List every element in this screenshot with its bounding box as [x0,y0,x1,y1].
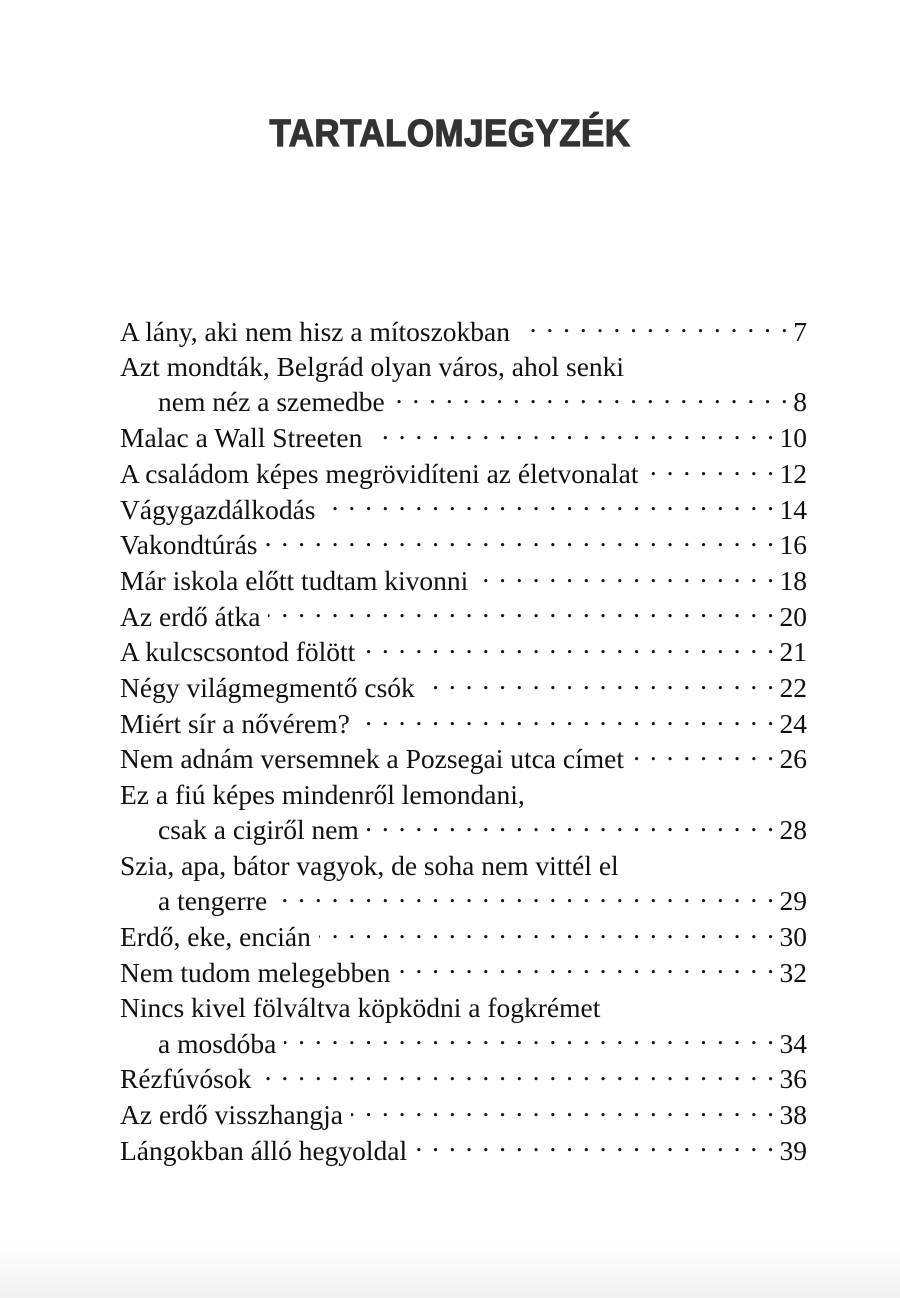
toc-page-number: 24 [779,707,807,739]
toc-entry-title: Erdő, eke, encián [120,920,311,952]
toc-entry-title: Nem adnám versemnek a Pozsegai utca címet [120,743,624,775]
toc-page-number: 38 [779,1098,807,1130]
dot-leader [647,455,776,483]
toc-entry-title: Rézfúvósok [120,1063,252,1095]
table-of-contents [120,313,807,1168]
toc-page-number: 28 [779,814,807,846]
toc-entry[interactable] [120,491,807,527]
dot-leader [351,1096,776,1124]
toc-entry-continuation [120,384,807,420]
toc-entry[interactable] [120,741,807,777]
toc-page-number: 8 [793,386,807,418]
toc-entry-title: Malac a Wall Streeten [120,422,363,454]
toc-entry-line [120,598,807,634]
toc-entry-line [120,741,807,777]
toc-entry-title: Vakondtúrás [120,529,258,561]
toc-entry-line [120,705,807,741]
toc-entry[interactable] [120,777,807,848]
toc-entry-line [120,990,807,1025]
toc-entry-line [120,491,807,527]
dot-leader [319,918,776,946]
toc-entry-line [120,954,807,990]
dot-leader [476,562,775,590]
toc-entry-title: Miért sír a nővérem? [120,707,350,739]
toc-entry-title: A lány, aki nem hisz a mítoszokban [120,315,511,347]
toc-page-number: 26 [779,743,807,775]
toc-page-number: 30 [779,920,807,952]
toc-entry-line [120,562,807,598]
dot-leader [367,812,776,840]
toc-entry-continuation [120,1025,807,1061]
dot-leader [415,1132,775,1160]
toc-entry[interactable] [120,562,807,598]
dot-leader [265,527,775,555]
toc-page-number: 18 [779,564,807,596]
page-title: TARTALOMJEGYZÉK [269,113,631,156]
toc-entry-line [120,1061,807,1097]
toc-entry-line [120,1132,807,1168]
toc-entry[interactable] [120,954,807,990]
dot-leader [358,705,776,733]
toc-entry[interactable] [120,848,807,919]
toc-page-number: 32 [779,956,807,988]
toc-entry-line [120,527,807,563]
toc-entry[interactable] [120,1132,807,1168]
dot-leader [284,1025,775,1053]
toc-entry-title: Nem tudom melegebben [120,956,391,988]
dot-leader [363,634,775,662]
toc-entry-title: Az erdő átka [120,600,261,632]
toc-entry-title: csak a cigiről nem [158,814,359,846]
toc-page-number: 22 [779,672,807,704]
toc-entry-title: Már iskola előtt tudtam kivonni [120,564,469,596]
toc-entry[interactable] [120,598,807,634]
toc-page-number: 7 [793,315,807,347]
toc-page-number: 36 [779,1063,807,1095]
toc-entry-title: Négy világmegmentő csók [120,672,415,704]
toc-entry-continuation [120,883,807,919]
toc-entry[interactable] [120,420,807,456]
toc-page-number: 29 [779,885,807,917]
toc-entry-title: Azt mondták, Belgrád olyan város, ahol senki [120,350,625,382]
toc-entry-title: Vágygazdálkodás [120,493,316,525]
toc-entry-title: Az erdő visszhangja [120,1098,343,1130]
toc-entry-title: Nincs kivel fölváltva köpködni a fogkrémet [120,991,601,1023]
toc-page-number: 10 [779,422,807,454]
dot-leader [632,741,776,769]
dot-leader [423,670,776,698]
toc-entry-line [120,349,807,384]
dot-leader [398,954,775,982]
toc-entry[interactable] [120,918,807,954]
toc-page-number: 14 [779,493,807,525]
toc-page-number: 39 [779,1134,807,1166]
dot-leader [259,1061,775,1089]
toc-entry-line [120,420,807,456]
toc-entry-title: nem néz a szemedbe [158,386,385,418]
toc-page-number: 20 [779,600,807,632]
toc-entry-title: A családom képes megrövidíteni az életvonalat [120,457,639,489]
toc-entry[interactable] [120,313,807,349]
toc-entry-title: Szia, apa, bátor vagyok, de soha nem vittél el [120,849,619,881]
toc-entry[interactable] [120,1061,807,1097]
toc-entry-title: A kulcscsontod fölött [120,636,356,668]
toc-page-number: 16 [779,529,807,561]
toc-entry-title: Lángokban álló hegyoldal [120,1134,408,1166]
toc-entry[interactable] [120,670,807,706]
toc-entry-line [120,455,807,491]
toc-entry[interactable] [120,1096,807,1132]
toc-entry-line [120,634,807,670]
dot-leader [268,598,775,626]
toc-entry-continuation [120,812,807,848]
toc-entry-title: a mosdóba [158,1027,277,1059]
toc-entry-line [120,670,807,706]
toc-entry[interactable] [120,990,807,1061]
toc-page-number: 34 [779,1027,807,1059]
toc-entry[interactable] [120,349,807,420]
toc-entry[interactable] [120,705,807,741]
toc-entry[interactable] [120,527,807,563]
toc-entry-line [120,313,807,349]
toc-entry[interactable] [120,455,807,491]
toc-page-number: 12 [779,457,807,489]
toc-entry-title: a tengerre [158,885,268,917]
toc-entry[interactable] [120,634,807,670]
toc-entry-title: Ez a fiú képes mindenről lemondani, [120,778,525,810]
dot-leader [323,491,775,519]
dot-leader [275,883,775,911]
toc-entry-line [120,1096,807,1132]
toc-entry-line [120,777,807,812]
dot-leader [518,313,789,341]
dot-leader [370,420,775,448]
toc-page-number: 21 [779,636,807,668]
toc-entry-line [120,848,807,883]
dot-leader [393,384,789,412]
toc-entry-line [120,918,807,954]
